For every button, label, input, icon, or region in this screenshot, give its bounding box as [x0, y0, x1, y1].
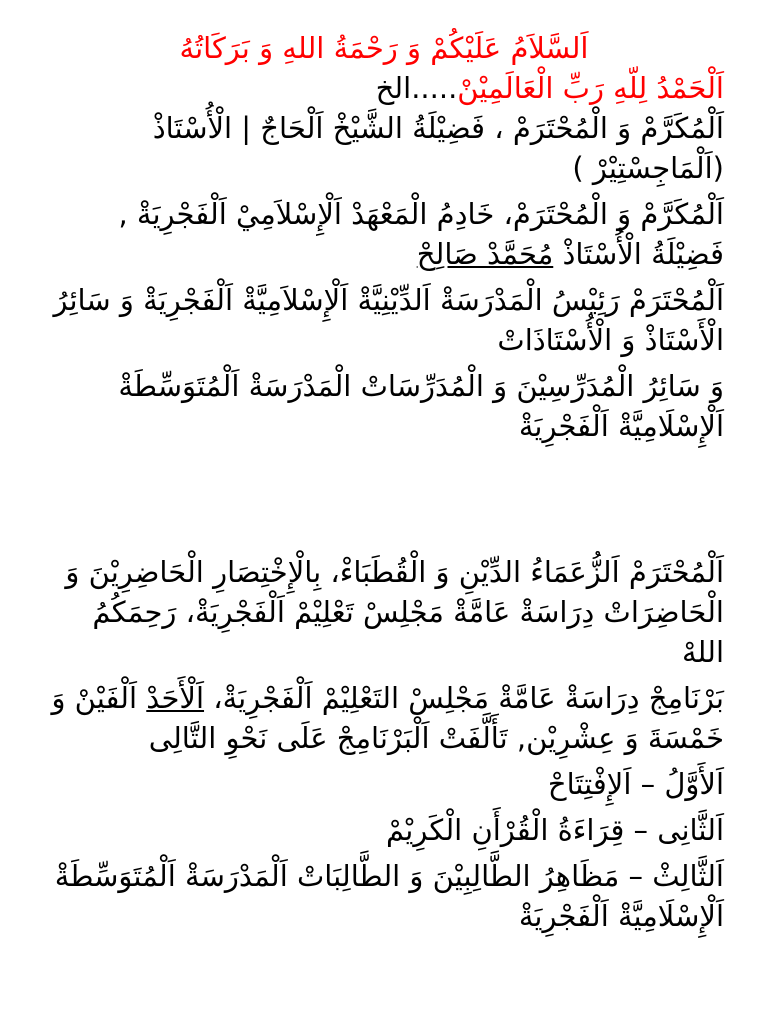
agenda-item-2: اَلثَّانِى – قِرَاءَةُ الْقُرْأَنِ الْكَرِيْمْ: [385, 813, 724, 847]
program-intro: بَرْنَامِجْ دِرَاسَةْ عَامَّةْ مَجْلِسْ التَعْلِيْمْ اَلْفَجْرِيَةْ،: [213, 681, 724, 715]
program-day: اَلْأَحَدْ: [146, 681, 205, 715]
program-paragraph: [44, 678, 724, 758]
addressee-3: اَلْمُحْتَرَمْ رَئِيْسُ الْمَدْرَسَةْ اَلدِّيْنِيَّةْ اَلْإِسْلاَمِيَّةْ اَلْفَجْرِيَةْ وَ سَائِرُ الْأَسْتَاذْ وَ الْأُسْتَاذَاتْ: [53, 283, 724, 357]
respected-audience: اَلْمُحْتَرَمْ اَلزُّعَمَاءُ الدِّيْنِ وَ الْقُطَبَاءْ، بِالْإِخْتِصَارِ الْحَاضِرِيْنَ وَ الْحَاضِرَاتْ دِرَاسَةْ عَامَّةْ مَجْلِسْ تَعْلِيْمْ اَلْفَجْرِيَةْ، رَحِمَكُمُ اللهْ: [65, 555, 724, 669]
addressee-4: وَ سَائِرُ الْمُدَرِّسِيْنَ وَ الْمُدَرِّسَاتْ الْمَدْرَسَةْ اَلْمُتَوَسِّطَةْ اَلْإِسْلَامِيَّةْ اَلْفَجْرِيَةْ: [118, 369, 724, 443]
hamdalah-suffix: .....الخ: [375, 71, 458, 105]
hamdalah-line: [44, 68, 724, 108]
greeting-line: اَلسَّلاَمُ عَلَيْكُمْ وَ رَحْمَةُ اللهِ وَ بَرَكَاتُهُ: [179, 31, 589, 65]
program-rest: اَلْفَيْنْ وَ خَمْسَةَ وَ عِشْرِيْن, تَأَلَّفَتْ اَلْبَرْنَامِجْ عَلَى نَحْوِ التَّالِى: [51, 681, 724, 755]
addressee-1: اَلْمُكَرَّمْ وَ الْمُحْتَرَمْ ، فَضِيْلَةُ الشَّيْخْ اَلْحَاجٌ | الْأُسْتَاذْ (اَلْمَاجِسْتِيْرْ ): [152, 111, 724, 185]
addressee-2: [44, 194, 724, 274]
agenda-item-1: اَلأَوَّلُ – اَلإِفْتِتَاحْ: [547, 767, 724, 801]
agenda-item-3: اَلثَّالِثْ – مَظَاهِرُ الطَّالِبِيْنَ وَ الطَّالِبَاتْ اَلْمَدْرَسَةْ اَلْمُتَوَسِّطَةْ اَلْإِسْلَامِيَّةْ اَلْفَجْرِيَةْ: [54, 859, 724, 933]
blank-space: [44, 452, 724, 552]
teacher-name: مُحَمَّدْ صَالِحْ: [416, 237, 554, 271]
hamdalah-text: اَلْحَمْدُ لِلّهِ رَبِّ الْعَالَمِيْنْ: [457, 71, 724, 105]
addressee-2-text: اَلْمُكَرَّمْ وَ الْمُحْتَرَمْ، خَادِمُ الْمَعْهَدْ اَلْإِسْلاَمِيْ اَلْفَجْرِيَةْ , فَضِيْلَةُ الْأُسْتَاذْ: [118, 197, 724, 271]
